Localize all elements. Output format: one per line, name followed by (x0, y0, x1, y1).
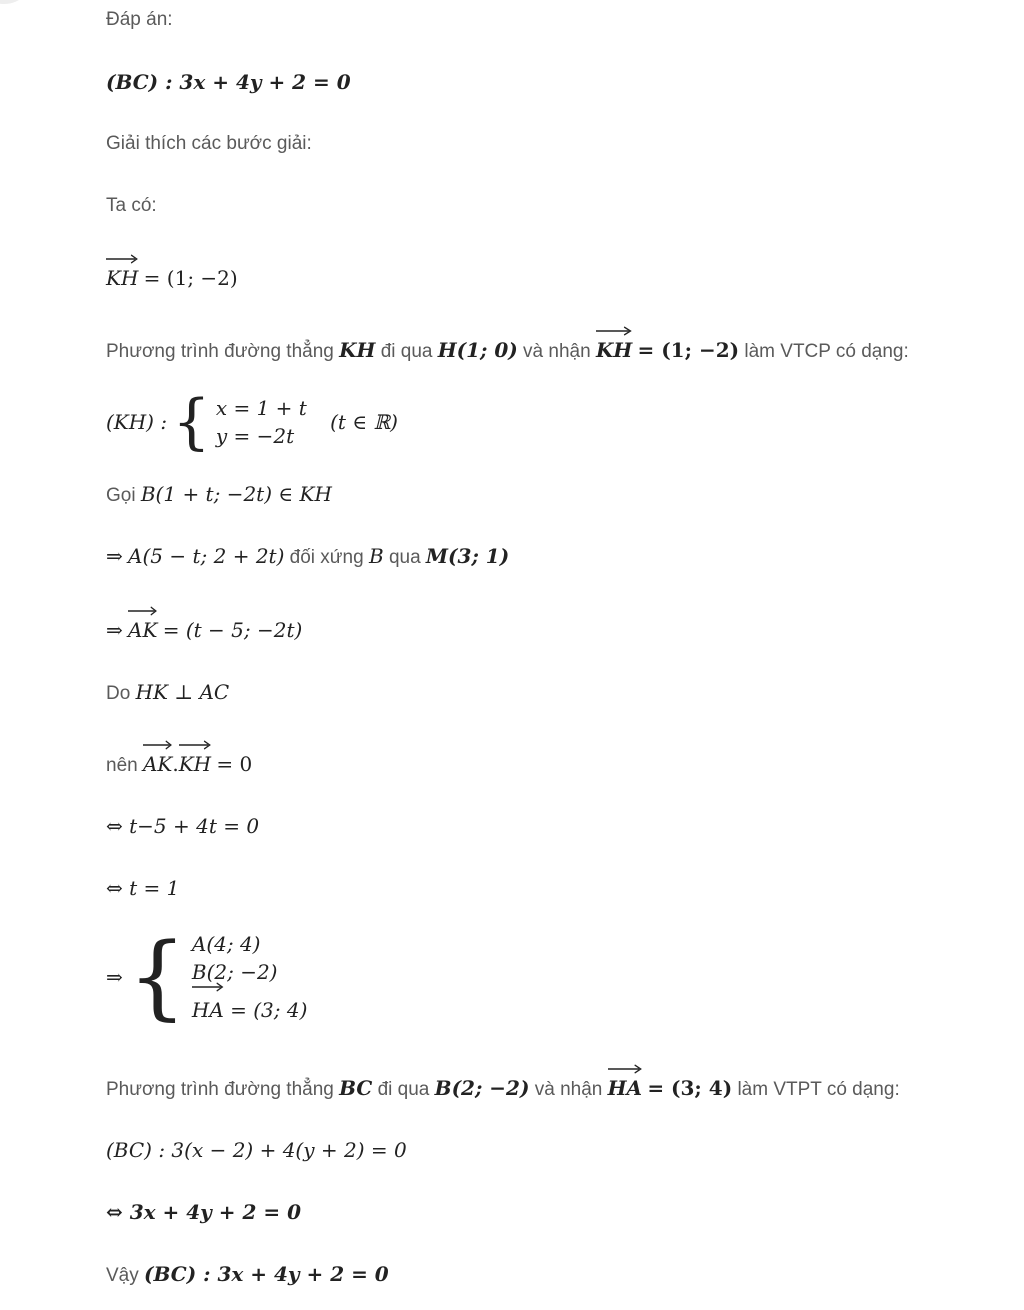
bc-equation-1: (BC) : 3(x − 2) + 4(y + 2) = 0 (106, 1138, 407, 1162)
result-system: ⇒ { A(4; 4) B(2; −2) HA = (3; 4) (106, 923, 308, 1030)
bc-equation-2: ⇔ 3x + 4y + 2 = 0 (106, 1200, 301, 1224)
ta-co-label: Ta có: (106, 195, 157, 216)
left-brace-result: { (128, 923, 187, 1030)
param-system: (KH) : { x = 1 + t y = −2t (t ∈ ℝ) (106, 387, 398, 457)
vector-ak: AK (128, 620, 157, 640)
line-bc-description: Phương trình đường thẳng BC đi qua B(2; −2) và nhận HA = (3; 4) làm VTPT có dạng: (106, 1078, 900, 1099)
conclusion-line: Vậy (BC) : 3x + 4y + 2 = 0 (106, 1262, 389, 1286)
explain-label: Giải thích các bước giải: (106, 133, 312, 154)
vector-kh-inline: KH (596, 340, 632, 360)
result-values: A(4; 4) B(2; −2) HA = (3; 4) (191, 932, 308, 1022)
vector-ak-dot: AK (143, 754, 172, 774)
symmetric-line: ⇒ A(5 − t; 2 + 2t) đối xứng B qua M(3; 1) (106, 544, 510, 568)
answer-label: Đáp án: (106, 9, 173, 30)
dot-product-line: nên AK. KH = 0 (106, 754, 252, 775)
goi-line: Gọi B(1 + t; −2t) ∈ KH (106, 482, 332, 506)
kh-vector-line: KH = (1; −2) (106, 268, 238, 289)
vector-kh: KH (106, 268, 138, 288)
vector-ha: HA (192, 996, 224, 1024)
line-kh-description: Phương trình đường thẳng KH đi qua H(1; 0) và nhận KH = (1; −2) làm VTCP có dạng: (106, 340, 909, 361)
vector-kh-dot: KH (179, 754, 211, 774)
equation-line-2: ⇔ t = 1 (106, 876, 180, 900)
do-line: Do HK ⊥ AC (106, 680, 230, 704)
param-equations: x = 1 + t y = −2t (215, 396, 307, 448)
vector-ha-inline: HA (608, 1078, 642, 1098)
equation-line-1: ⇔ t−5 + 4t = 0 (106, 814, 260, 838)
answer-line: (BC) : 3x + 4y + 2 = 0 (106, 70, 351, 94)
left-brace: { (172, 387, 211, 457)
page-corner-decoration (0, 0, 34, 4)
ak-vector-line: ⇒ AK = (t − 5; −2t) (106, 620, 302, 641)
